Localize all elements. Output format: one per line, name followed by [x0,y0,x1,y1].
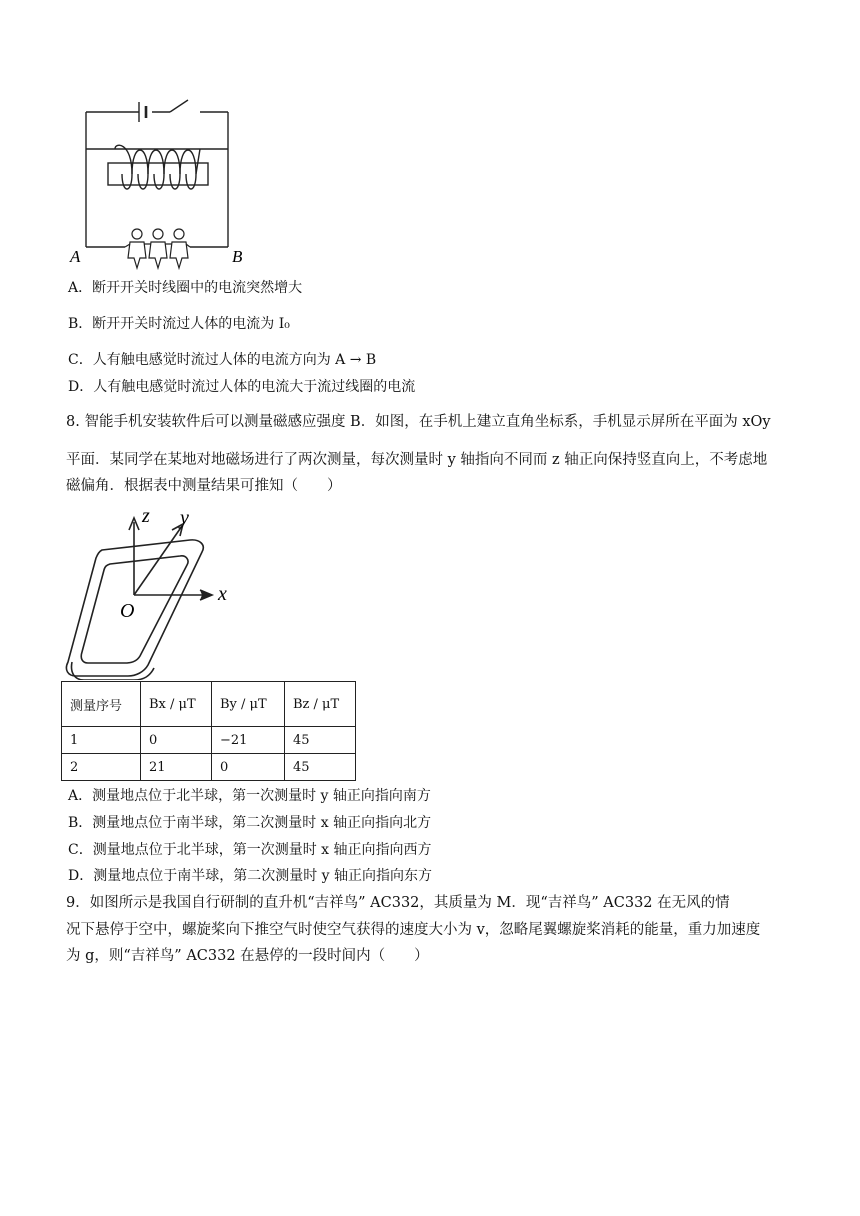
q8-stem-line3: 磁偏角．根据表中测量结果可推知（ ） [66,478,342,494]
q7-option-a: A．断开开关时线圈中的电流突然增大 [68,280,303,296]
q8-option-a: A．测量地点位于北半球，第一次测量时 y 轴正向指向南方 [68,788,431,804]
circuit-figure [60,92,260,272]
table-header-cell: Bx / μT [141,682,212,727]
q7-option-b: B．断开开关时流过人体的电流为 I₀ [68,316,290,332]
table-cell: 21 [141,754,212,781]
measurement-table [61,681,356,781]
q8-option-c: C．测量地点位于北半球，第一次测量时 x 轴正向指向西方 [68,842,432,858]
table-header-cell: 测量序号 [62,682,141,727]
axis-y-label: y [180,507,189,529]
axis-z-label: z [142,505,150,527]
table-cell: 0 [141,727,212,754]
axis-x-label: x [218,583,227,605]
phone-figure [62,500,252,680]
origin-label: O [120,600,135,622]
table-row [62,727,356,754]
table-row [62,754,356,781]
table-cell: 45 [285,727,356,754]
table-cell: 2 [62,754,141,781]
label-b: B [232,247,243,266]
table-header-row [62,682,356,727]
label-a: A [70,247,81,266]
table-header-cell: By / μT [212,682,285,727]
q7-option-d: D．人有触电感觉时流过人体的电流大于流过线圈的电流 [68,379,416,395]
q8-option-b: B．测量地点位于南半球，第二次测量时 x 轴正向指向北方 [68,815,432,831]
q9-stem-line2: 况下悬停于空中，螺旋桨向下推空气时使空气获得的速度大小为 v，忽略尾翼螺旋桨消耗的能量，重力加速度 [66,922,761,938]
q8-stem-line2: 平面．某同学在某地对地磁场进行了两次测量，每次测量时 y 轴指向不同而 z 轴正向保持竖直向上，不考虑地 [66,452,768,468]
q8-option-d: D．测量地点位于南半球，第二次测量时 y 轴正向指向东方 [68,868,433,884]
table-header-cell: Bz / μT [285,682,356,727]
q9-stem-line1: 9．如图所示是我国自行研制的直升机“吉祥鸟” AC332，其质量为 M．现“吉祥鸟” AC332 在无风的情 [66,895,730,911]
q8-stem-line1: 8. 智能手机安装软件后可以测量磁感应强度 B．如图，在手机上建立直角坐标系，手机显示屏所在平面为 xOy [66,414,771,430]
q9-stem-line3: 为 g，则“吉祥鸟” AC332 在悬停的一段时间内（ ） [66,948,429,964]
q7-option-c: C．人有触电感觉时流过人体的电流方向为 A → B [68,352,377,368]
table-cell: 1 [62,727,141,754]
table-cell: 45 [285,754,356,781]
table-cell: −21 [212,727,285,754]
table-cell: 0 [212,754,285,781]
